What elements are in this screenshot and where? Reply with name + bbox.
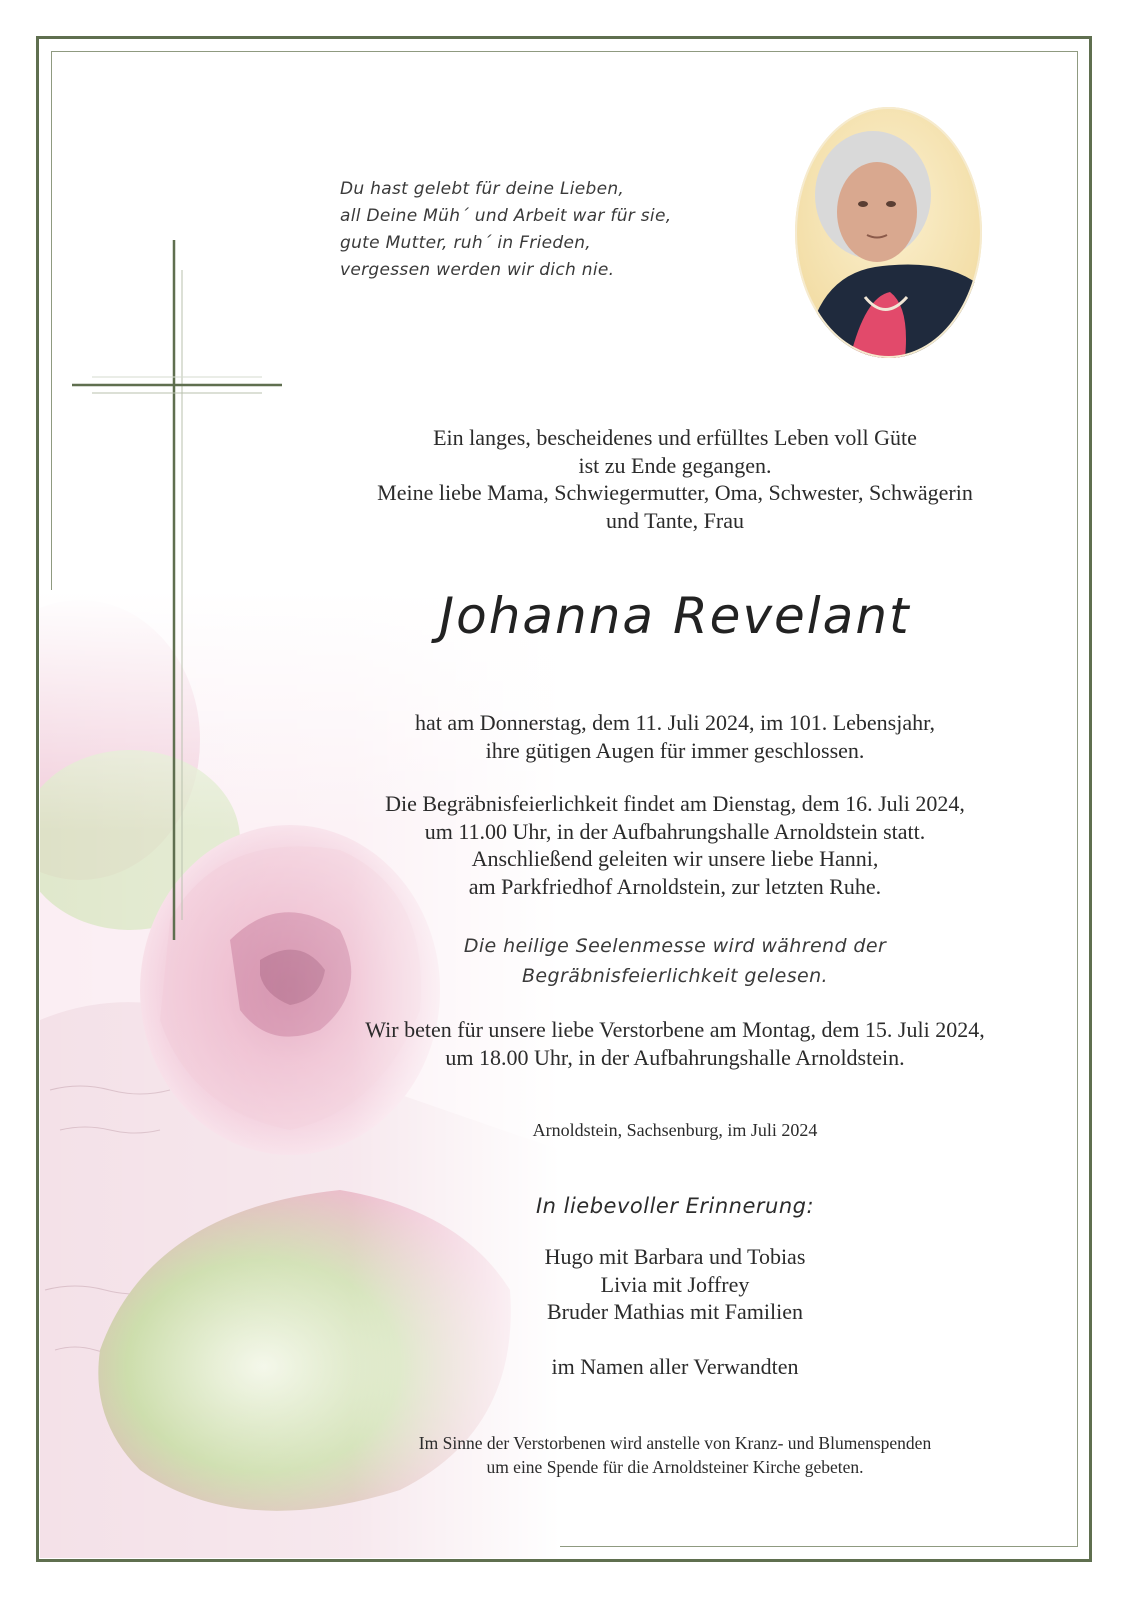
donation-note bbox=[300, 1431, 1050, 1479]
poem-verse bbox=[340, 176, 770, 284]
portrait-photo bbox=[795, 107, 982, 358]
donation-line: um eine Spende für die Arnoldsteiner Kirche gebeten. bbox=[486, 1457, 864, 1477]
relatives-line: im Namen aller Verwandten bbox=[551, 1354, 799, 1379]
mass-line: Begräbnisfeierlichkeit gelesen. bbox=[522, 965, 828, 987]
intro-line: Ein langes, bescheidenes und erfülltes Leben voll Güte bbox=[433, 425, 917, 450]
mass-info bbox=[300, 931, 1050, 991]
death-notice bbox=[300, 709, 1050, 764]
funeral-line: Die Begräbnisfeierlichkeit findet am Dienstag, dem 16. Juli 2024, bbox=[385, 791, 965, 816]
death-notice-line: hat am Donnerstag, dem 11. Juli 2024, im 101. Lebensjahr, bbox=[414, 710, 936, 735]
mourner-item: Livia mit Joffrey bbox=[600, 1271, 750, 1297]
poem-line: all Deine Müh´ und Arbeit war für sie, bbox=[340, 206, 672, 226]
deceased-name: Johanna Revelant bbox=[439, 587, 911, 645]
mourner-item: Hugo mit Barbara und Tobias bbox=[544, 1244, 806, 1269]
mourner-item: Bruder Mathias mit Familien bbox=[546, 1299, 804, 1324]
cross-icon bbox=[72, 240, 282, 940]
mass-line: Die heilige Seelenmesse wird während der bbox=[463, 935, 887, 957]
memory-heading: In liebevoller Erinnerung: bbox=[535, 1194, 815, 1218]
place-date: Arnoldstein, Sachsenburg, im Juli 2024 bbox=[532, 1120, 818, 1140]
funeral-line: am Parkfriedhof Arnoldstein, zur letzten Ruhe. bbox=[468, 873, 882, 899]
funeral-info bbox=[300, 790, 1050, 900]
poem-line: vergessen werden wir dich nie. bbox=[340, 260, 615, 280]
prayer-info bbox=[300, 1016, 1050, 1071]
intro-line: Meine liebe Mama, Schwiegermutter, Oma, Schwester, Schwägerin bbox=[377, 480, 973, 505]
funeral-line: Anschließend geleiten wir unsere liebe Hanni, bbox=[471, 846, 879, 871]
intro-line: ist zu Ende gegangen. bbox=[578, 452, 772, 478]
intro-text bbox=[300, 424, 1050, 534]
death-notice-line: ihre gütigen Augen für immer geschlossen. bbox=[485, 737, 865, 763]
funeral-line: um 11.00 Uhr, in der Aufbahrungshalle Arnoldstein statt. bbox=[424, 818, 926, 844]
donation-line: Im Sinne der Verstorbenen wird anstelle von Kranz- und Blumenspenden bbox=[418, 1433, 932, 1453]
poem-line: Du hast gelebt für deine Lieben, bbox=[340, 179, 625, 199]
prayer-line: um 18.00 Uhr, in der Aufbahrungshalle Arnoldstein. bbox=[445, 1044, 905, 1070]
intro-line: und Tante, Frau bbox=[606, 507, 744, 533]
poem-line: gute Mutter, ruh´ in Frieden, bbox=[340, 233, 591, 253]
prayer-line: Wir beten für unsere liebe Verstorbene am Montag, dem 15. Juli 2024, bbox=[365, 1017, 985, 1042]
mourners-list bbox=[300, 1243, 1050, 1326]
